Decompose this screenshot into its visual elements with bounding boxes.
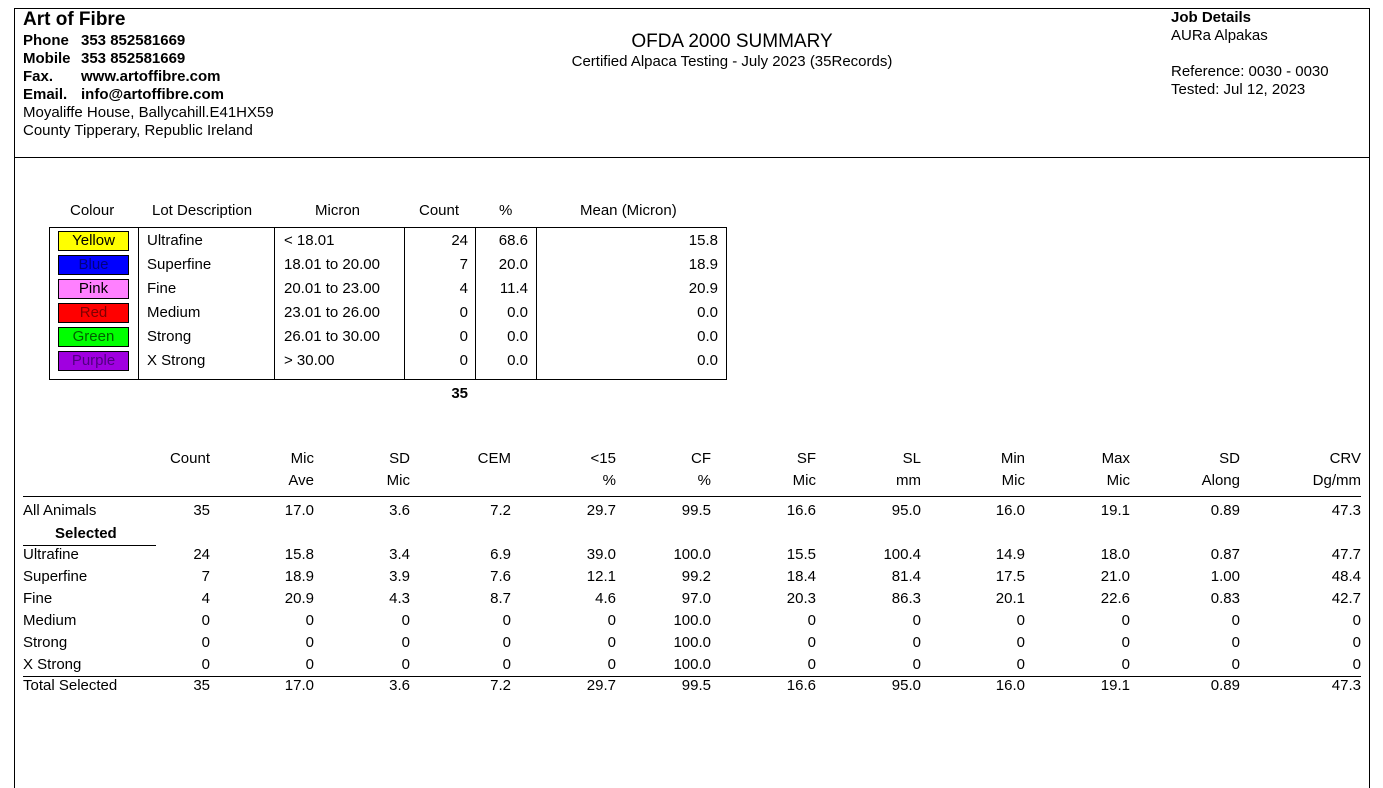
job-tested-date: Tested: Jul 12, 2023 (1171, 81, 1306, 98)
stats-header-cell: Mic (792, 472, 816, 489)
lot-description: Fine (147, 280, 177, 297)
report-title: OFDA 2000 SUMMARY (631, 31, 833, 52)
lot-micron-range: > 30.00 (284, 352, 335, 369)
stats-row-value: 81.4 (891, 568, 921, 585)
total-selected-value: 29.7 (586, 677, 616, 694)
stats-row-value: 0 (401, 656, 410, 673)
total-selected-value: 35 (193, 677, 210, 694)
stats-row-value: 7.6 (490, 568, 511, 585)
stats-row-value: 0 (502, 634, 511, 651)
stats-header-cell: <15 (590, 450, 616, 467)
stats-header-cell: % (697, 472, 711, 489)
lot-count: 24 (451, 232, 468, 249)
stats-row-value: 0 (607, 656, 616, 673)
total-selected-value: 17.0 (284, 677, 314, 694)
fax-value: www.artoffibre.com (81, 68, 221, 85)
lot-mean: 20.9 (688, 280, 718, 297)
stats-row-value: 0 (912, 634, 921, 651)
stats-header-cell: SD (389, 450, 410, 467)
stats-row-value: 0 (1231, 656, 1240, 673)
job-client: AURa Alpakas (1171, 27, 1268, 44)
lot-count: 0 (459, 352, 468, 369)
header-divider (14, 157, 1370, 158)
stats-row-value: 0 (807, 634, 816, 651)
stats-row-label: Strong (23, 634, 68, 651)
stats-row-value: 39.0 (586, 546, 616, 563)
stats-row-value: 42.7 (1331, 590, 1361, 607)
stats-row-value: 0 (1121, 612, 1130, 629)
stats-row-value: 8.7 (490, 590, 511, 607)
stats-header-cell: % (602, 472, 616, 489)
stats-row-value: 0 (1231, 634, 1240, 651)
stats-header-cell: SF (796, 450, 816, 467)
stats-header-cell: SD (1219, 450, 1240, 467)
stats-row-value: 100.0 (673, 546, 711, 563)
stats-row-value: 0 (401, 612, 410, 629)
stats-row-value: 100.0 (673, 612, 711, 629)
stats-row-value: 18.0 (1100, 546, 1130, 563)
total-selected-value: 7.2 (490, 677, 511, 694)
all-animals-value: 3.6 (389, 502, 410, 519)
lot-col-divider (138, 227, 139, 380)
stats-row-value: 0 (912, 612, 921, 629)
stats-row-value: 4.6 (595, 590, 616, 607)
company-name: Art of Fibre (23, 9, 126, 30)
lot-percent: 0.0 (507, 352, 528, 369)
stats-row-value: 0 (1352, 634, 1361, 651)
stats-row-value: 0 (201, 612, 210, 629)
lot-count: 7 (459, 256, 468, 273)
lot-mean: 15.8 (688, 232, 718, 249)
stats-row-value: 0 (401, 634, 410, 651)
stats-row-value: 0 (502, 656, 511, 673)
stats-row-value: 48.4 (1331, 568, 1361, 585)
stats-row-value: 21.0 (1100, 568, 1130, 585)
all-animals-value: 99.5 (681, 502, 711, 519)
stats-row-value: 100.0 (673, 634, 711, 651)
stats-row-value: 0 (1231, 612, 1240, 629)
colour-swatch: Blue (58, 255, 129, 275)
fax-line (23, 68, 220, 85)
stats-header-cell: Mic (290, 450, 314, 467)
lot-description: Strong (147, 328, 192, 345)
total-selected-label: Total Selected (23, 677, 118, 694)
all-animals-value: 16.6 (786, 502, 816, 519)
total-selected-value: 47.3 (1331, 677, 1361, 694)
stats-row-value: 6.9 (490, 546, 511, 563)
lot-col-divider (274, 227, 275, 380)
stats-row-value: 24 (193, 546, 210, 563)
all-animals-value: 29.7 (586, 502, 616, 519)
all-animals-value: 16.0 (995, 502, 1025, 519)
lot-col-divider (536, 227, 537, 380)
lot-header-percent: % (499, 202, 513, 219)
email-label: Email. (23, 86, 68, 103)
stats-row-value: 100.0 (673, 656, 711, 673)
report-subtitle: Certified Alpaca Testing - July 2023 (35Records) (571, 53, 893, 70)
email-value: info@artoffibre.com (81, 86, 224, 103)
stats-row-value: 3.4 (389, 546, 410, 563)
stats-header-cell: CF (691, 450, 711, 467)
selected-label: Selected (55, 525, 117, 542)
stats-row-value: 0.83 (1210, 590, 1240, 607)
stats-row-value: 0.87 (1210, 546, 1240, 563)
stats-row-label: Fine (23, 590, 53, 607)
all-animals-value: 7.2 (490, 502, 511, 519)
fax-label: Fax. (23, 68, 54, 85)
stats-row-value: 0 (305, 612, 314, 629)
stats-header-cell: SL (902, 450, 921, 467)
total-selected-value: 99.5 (681, 677, 711, 694)
stats-row-value: 0 (1016, 656, 1025, 673)
stats-row-value: 17.5 (995, 568, 1025, 585)
stats-row-value: 0 (912, 656, 921, 673)
lot-col-divider (475, 227, 476, 380)
total-selected-value: 16.0 (995, 677, 1025, 694)
stats-header-cell: Max (1101, 450, 1130, 467)
phone-value: 353 852581669 (81, 32, 186, 49)
address-line-1: Moyaliffe House, Ballycahill.E41HX59 (23, 104, 274, 121)
colour-swatch: Pink (58, 279, 129, 299)
stats-header-cell: mm (896, 472, 921, 489)
stats-row-value: 86.3 (891, 590, 921, 607)
lot-mean: 0.0 (697, 352, 718, 369)
stats-row-value: 0 (502, 612, 511, 629)
colour-swatch: Yellow (58, 231, 129, 251)
lot-header-micron: Micron (315, 202, 361, 219)
stats-row-value: 0 (1352, 612, 1361, 629)
colour-swatch: Purple (58, 351, 129, 371)
all-animals-value: 35 (193, 502, 210, 519)
lot-description: Medium (147, 304, 201, 321)
lot-count: 0 (459, 328, 468, 345)
lot-mean: 18.9 (688, 256, 718, 273)
lot-percent: 20.0 (498, 256, 528, 273)
job-reference: Reference: 0030 - 0030 (1171, 63, 1329, 80)
stats-header-cell: Dg/mm (1312, 472, 1361, 489)
all-animals-value: 17.0 (284, 502, 314, 519)
lot-header-count: Count (419, 202, 460, 219)
phone-line (23, 32, 185, 49)
stats-row-value: 1.00 (1210, 568, 1240, 585)
all-animals-value: 95.0 (891, 502, 921, 519)
stats-header-cell: Along (1201, 472, 1240, 489)
stats-row-value: 15.8 (284, 546, 314, 563)
lot-count: 0 (459, 304, 468, 321)
stats-row-value: 0 (607, 612, 616, 629)
stats-row-value: 0 (807, 656, 816, 673)
stats-header-cell: CRV (1329, 450, 1361, 467)
stats-header-cell: CEM (477, 450, 511, 467)
stats-row-value: 97.0 (681, 590, 711, 607)
stats-header-cell: Min (1000, 450, 1025, 467)
stats-row-label: Ultrafine (23, 546, 79, 563)
stats-row-value: 0 (305, 634, 314, 651)
stats-row-value: 0 (201, 656, 210, 673)
colour-swatch: Red (58, 303, 129, 323)
lot-header-description: Lot Description (152, 202, 253, 219)
job-details-heading: Job Details (1171, 9, 1252, 26)
total-selected-value: 16.6 (786, 677, 816, 694)
stats-header-cell: Mic (386, 472, 410, 489)
stats-row-value: 15.5 (786, 546, 816, 563)
lot-micron-range: 26.01 to 30.00 (284, 328, 380, 345)
lot-col-divider (404, 227, 405, 380)
stats-row-label: Medium (23, 612, 77, 629)
lot-count: 4 (459, 280, 468, 297)
total-selected-value: 19.1 (1100, 677, 1130, 694)
phone-label: Phone (23, 32, 69, 49)
lot-percent: 0.0 (507, 304, 528, 321)
stats-row-value: 22.6 (1100, 590, 1130, 607)
stats-header-rule (23, 496, 1361, 497)
all-animals-value: 0.89 (1210, 502, 1240, 519)
stats-row-value: 0 (1016, 634, 1025, 651)
stats-row-value: 0 (1352, 656, 1361, 673)
stats-row-value: 0 (607, 634, 616, 651)
stats-row-value: 7 (201, 568, 210, 585)
stats-row-value: 99.2 (681, 568, 711, 585)
address-line-2: County Tipperary, Republic Ireland (23, 122, 253, 139)
stats-row-value: 47.7 (1331, 546, 1361, 563)
lot-count-total: 35 (451, 385, 468, 402)
stats-row-value: 0 (1121, 634, 1130, 651)
stats-row-label: X Strong (23, 656, 82, 673)
all-animals-value: 47.3 (1331, 502, 1361, 519)
stats-row-value: 0 (1016, 612, 1025, 629)
stats-header-cell: Mic (1106, 472, 1130, 489)
lot-header-colour: Colour (70, 202, 115, 219)
stats-header-cell: Ave (288, 472, 314, 489)
stats-header-cell: Count (169, 450, 210, 467)
lot-micron-range: 20.01 to 23.00 (284, 280, 380, 297)
stats-row-value: 20.3 (786, 590, 816, 607)
lot-header-mean: Mean (Micron) (580, 202, 677, 219)
lot-description: X Strong (147, 352, 206, 369)
stats-row-value: 100.4 (883, 546, 921, 563)
stats-row-value: 0 (305, 656, 314, 673)
total-selected-value: 3.6 (389, 677, 410, 694)
lot-percent: 11.4 (499, 280, 528, 297)
lot-micron-range: 23.01 to 26.00 (284, 304, 380, 321)
lot-percent: 68.6 (498, 232, 528, 249)
colour-swatch: Green (58, 327, 129, 347)
lot-micron-range: 18.01 to 20.00 (284, 256, 380, 273)
mobile-label: Mobile (23, 50, 71, 67)
stats-row-value: 14.9 (995, 546, 1025, 563)
lot-description: Superfine (147, 256, 212, 273)
lot-mean: 0.0 (697, 304, 718, 321)
stats-row-value: 4 (201, 590, 210, 607)
stats-row-value: 20.1 (995, 590, 1025, 607)
lot-micron-range: < 18.01 (284, 232, 335, 249)
stats-row-label: Superfine (23, 568, 88, 585)
all-animals-value: 19.1 (1100, 502, 1130, 519)
stats-row-value: 18.4 (786, 568, 816, 585)
lot-percent: 0.0 (507, 328, 528, 345)
mobile-line (23, 50, 185, 67)
mobile-value: 353 852581669 (81, 50, 186, 67)
lot-mean: 0.0 (697, 328, 718, 345)
stats-row-value: 3.9 (389, 568, 410, 585)
stats-row-value: 20.9 (284, 590, 314, 607)
stats-row-value: 0 (807, 612, 816, 629)
stats-header-cell: Mic (1001, 472, 1025, 489)
stats-row-value: 18.9 (284, 568, 314, 585)
stats-row-value: 0 (1121, 656, 1130, 673)
total-selected-value: 0.89 (1210, 677, 1240, 694)
stats-row-value: 12.1 (586, 568, 616, 585)
email-line (23, 86, 224, 103)
lot-description: Ultrafine (147, 232, 203, 249)
all-animals-label: All Animals (23, 502, 97, 519)
stats-row-value: 0 (201, 634, 210, 651)
total-selected-value: 95.0 (891, 677, 921, 694)
stats-row-value: 4.3 (389, 590, 410, 607)
